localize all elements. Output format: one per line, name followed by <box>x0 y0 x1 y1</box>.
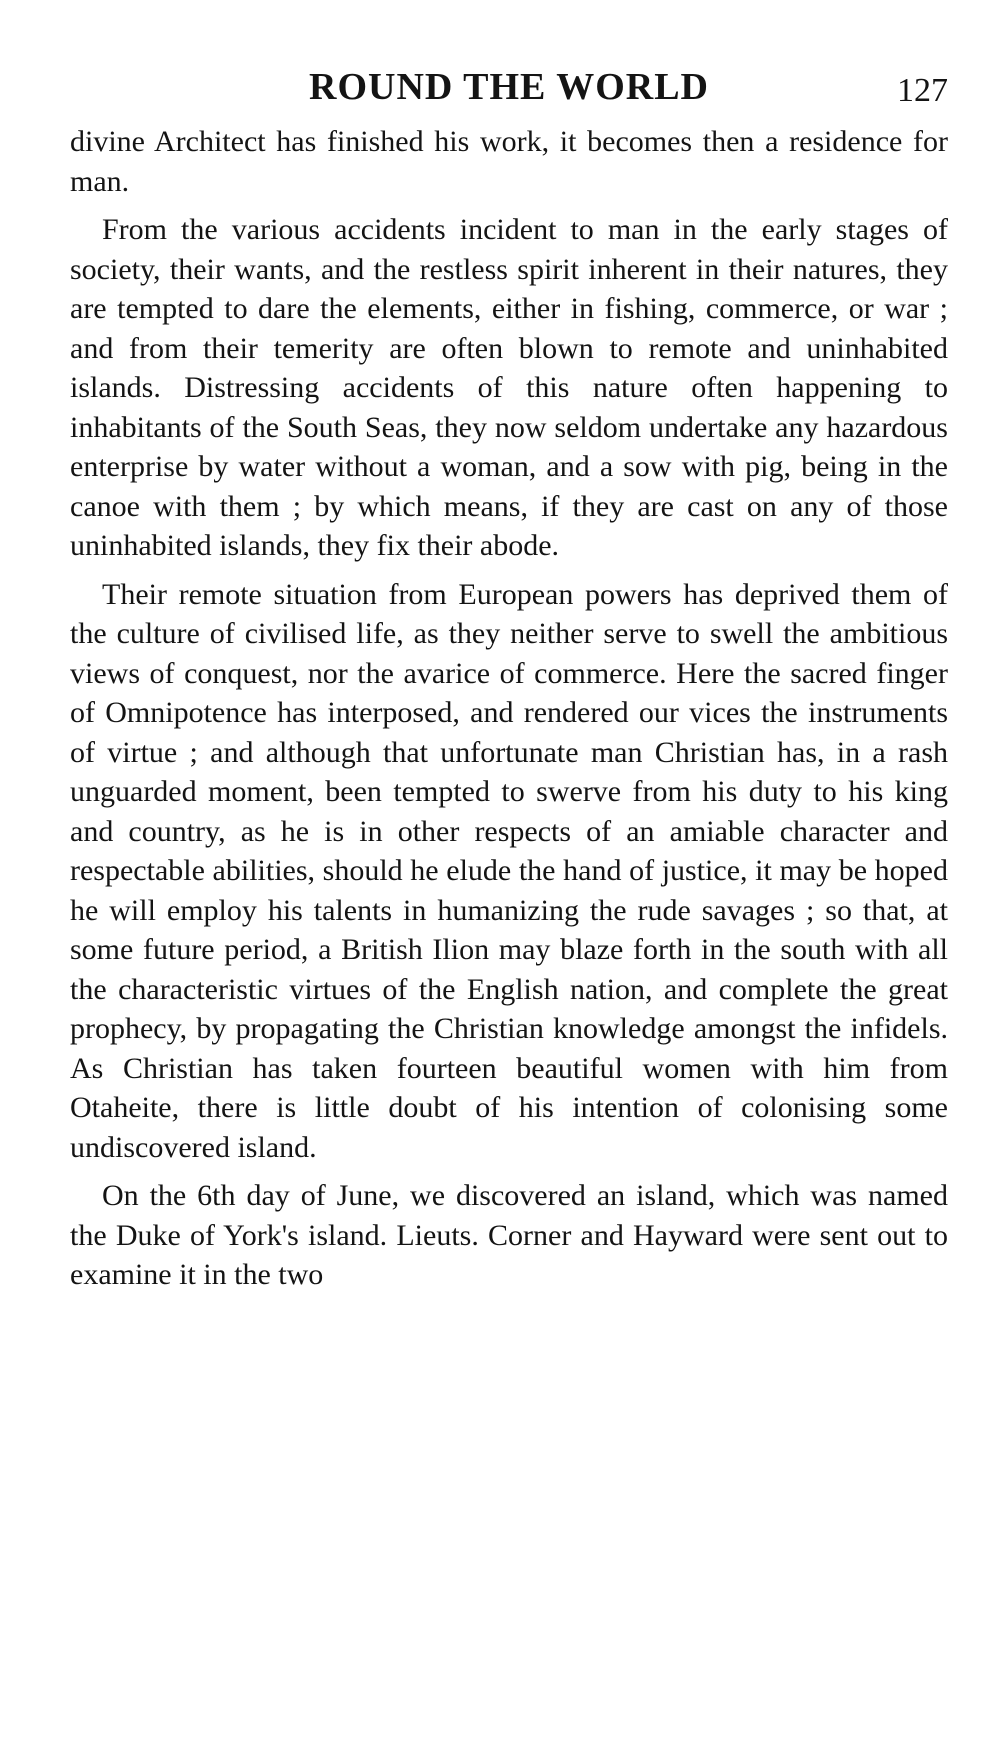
paragraph: Their remote situation from European powers has deprived them of the culture of civilised life, as they neither serve to swell the ambitious views of conquest, nor the avarice of commerce. Here the sacred finger of Omnipotence has interposed, and rendered our vices the instruments of virtue ; and although that unfortunate man Christian has, in a rash unguarded moment, been tempted to swerve from his duty to his king and country, as he is in other respects of an amiable character and respectable abilities, should he elude the hand of justice, it may be hoped he will employ his talents in humanizing the rude savages ; so that, at some future period, a British Ilion may blaze forth in the south with all the characteristic virtues of the English nation, and complete the great prophecy, by propagating the Christian knowledge amongst the infidels. As Christian has taken fourteen beautiful women with him from Otaheite, there is little doubt of his intention of colonising some undiscovered island. <box>70 577 948 1164</box>
paragraph: On the 6th day of June, we discovered an island, which was named the Duke of York's island. Lieuts. Corner and Hayward were sent out to examine it in the two <box>70 1179 948 1291</box>
page-number: 127 <box>897 72 948 109</box>
running-title: ROUND THE WORLD <box>309 66 709 108</box>
body-text <box>70 122 948 1304</box>
paragraph-continued: divine Architect has finished his work, it becomes then a residence for man. <box>70 125 948 198</box>
paragraph: From the various accidents incident to man in the early stages of society, their wants, and the restless spirit inherent in their natures, they are tempted to dare the elements, either in fishing, commerce, or war ; and from their temerity are often blown to remote and uninhabited islands. Distressing accidents of this nature often happening to inhabitants of the South Seas, they now seldom undertake any hazardous enterprise by water without a woman, and a sow with pig, being in the canoe with them ; by which means, if they are cast on any of those uninhabited islands, they fix their abode. <box>70 213 948 562</box>
page-header <box>70 62 948 112</box>
